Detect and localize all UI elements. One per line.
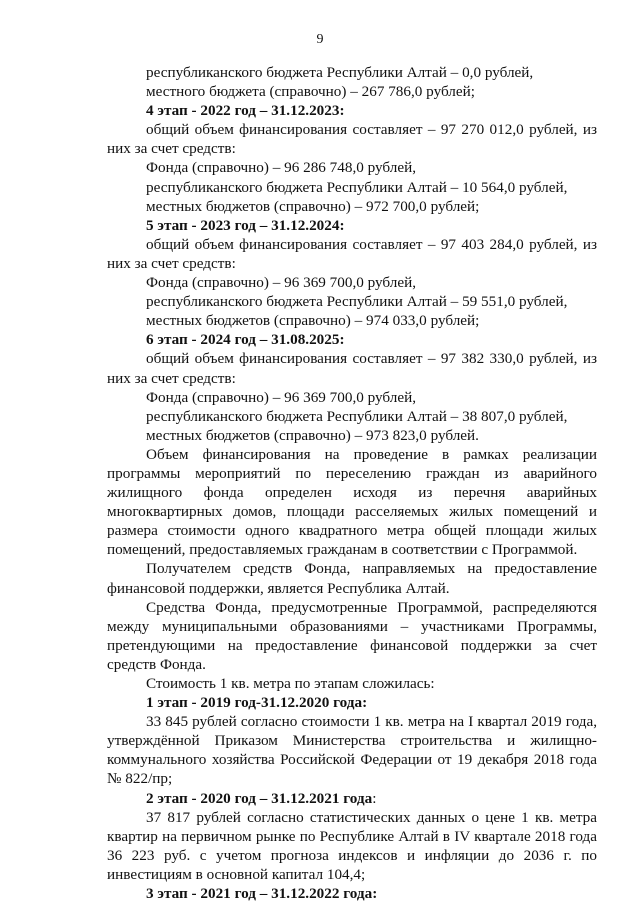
section-heading: 3 этап - 2021 год – 31.12.2022 года: — [146, 885, 378, 903]
paragraph: республиканского бюджета Республики Алтай – 0,0 рублей, — [146, 64, 534, 81]
section-heading: 4 этап - 2022 год – 31.12.2023: — [146, 102, 345, 120]
paragraph: Объем финансирования на проведение в рамках реализации программы мероприятий по переселению граждан из аварийного жилищного фонда определен исходя из перечня аварийных многоквартирных домов, площади расселяемых жилых помещений и размера стоимости одного квадратного метра общей площади жилых помещений, предоставляемых гражданам в соответствии с Программой. — [107, 445, 597, 559]
paragraph: местных бюджетов (справочно) – 974 033,0 рублей; — [146, 312, 480, 330]
paragraph: республиканского бюджета Республики Алтай – 10 564,0 рублей, — [146, 178, 568, 196]
paragraph: общий объем финансирования составляет – 97 382 330,0 рублей, из них за счет средств: — [107, 350, 597, 387]
paragraph: общий объем финансирования составляет – 97 403 284,0 рублей, из них за счет средств: — [107, 235, 597, 272]
paragraph: 33 845 рублей согласно стоимости 1 кв. метра на I квартал 2019 года, утверждённой Приказом Министерства строительства и жилищно-коммунального хозяйства Российской Федерации от 19 декабря 2018 года № 822/пр; — [107, 713, 597, 788]
paragraph: Стоимость 1 кв. метра по этапам сложилась: — [146, 675, 435, 692]
section-heading: 6 этап - 2024 год – 31.08.2025: — [146, 331, 345, 349]
paragraph: республиканского бюджета Республики Алтай – 59 551,0 рублей, — [146, 293, 568, 311]
section-heading: 1 этап - 2019 год-31.12.2020 года: — [146, 694, 368, 712]
page-number: 9 — [316, 32, 324, 47]
paragraph: Фонда (справочно) – 96 286 748,0 рублей, — [146, 159, 417, 177]
paragraph: Получателем средств Фонда, направляемых на предоставление финансовой поддержки, является Республика Алтай. — [107, 560, 597, 597]
paragraph: Фонда (справочно) – 96 369 700,0 рублей, — [146, 274, 417, 292]
section-heading: 5 этап - 2023 год – 31.12.2024: — [146, 216, 345, 234]
paragraph: Средства Фонда, предусмотренные Программой, распределяются между муниципальными образованиями – участниками Программы, претендующими на предоставление финансовой поддержки за счет средств Фонда. — [107, 598, 597, 673]
paragraph: местных бюджетов (справочно) – 973 823,0 рублей. — [146, 426, 479, 444]
paragraph: общий объем финансирования составляет – 97 270 012,0 рублей, из них за счет средств: — [107, 121, 597, 158]
paragraph: местных бюджетов (справочно) – 972 700,0 рублей; — [146, 197, 480, 215]
document-body — [107, 63, 597, 903]
section-heading: 2 этап - 2020 год – 31.12.2021 года: — [146, 789, 377, 807]
paragraph: местного бюджета (справочно) – 267 786,0 рублей; — [146, 83, 475, 101]
paragraph: Фонда (справочно) – 96 369 700,0 рублей, — [146, 388, 417, 406]
paragraph: 37 817 рублей согласно статистических данных о цене 1 кв. метра квартир на первичном рынке по Республике Алтай в IV квартале 2018 года 36 223 руб. с учетом прогноза индексов и инфляции до 2036 г. по инвестициям в основной капитал 104,4; — [107, 808, 597, 883]
paragraph: республиканского бюджета Республики Алтай – 38 807,0 рублей, — [146, 407, 568, 425]
